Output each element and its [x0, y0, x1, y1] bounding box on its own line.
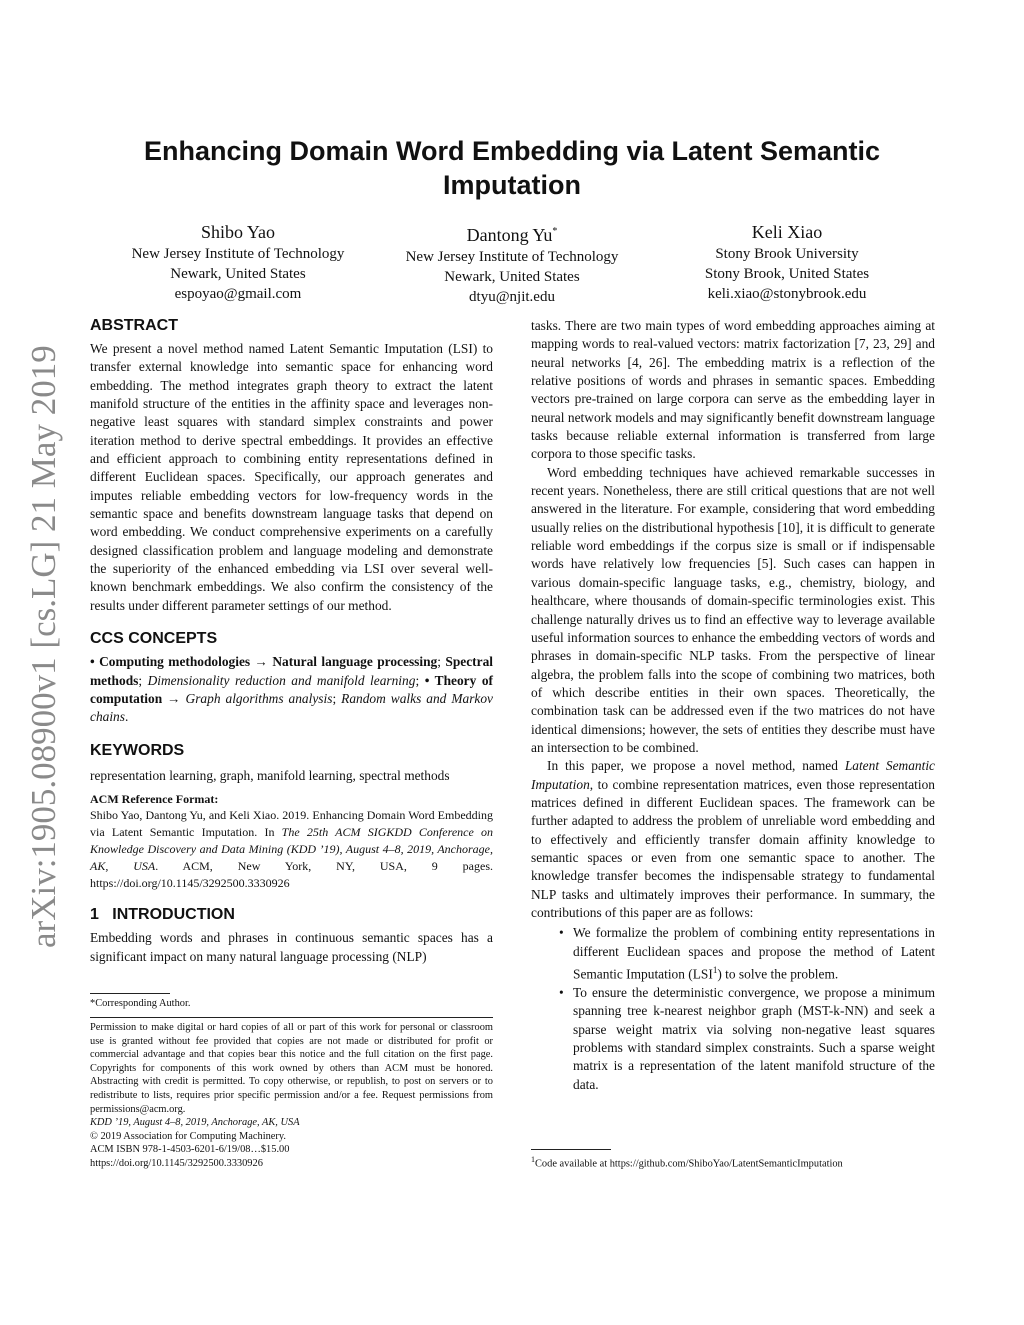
arxiv-identifier: arXiv:1905.08900v1 [cs.LG] 21 May 2019	[24, 345, 63, 948]
list-item: • We formalize the problem of combining entity representations in different Euclidean spaces and propose the method of Latent Semantic Imputation (LSI$^1$) to solve the problem.	[559, 925, 935, 982]
acm-reference-heading: ACM Reference Format:	[90, 791, 219, 806]
left-column	[90, 316, 493, 966]
permission-conference: KDD ’19, August 4–8, 2019, Anchorage, AK, USA	[90, 1117, 300, 1129]
list-item: • To ensure the deterministic convergence, we propose a minimum spanning tree k-nearest neighbor graph (MST-k-NN) and seek a sparse weight matrix via solving non-negative least squares problems with standard simplex constraints. Such a sparse weight matrix is a representation of the latent manifold structure of the data.	[559, 984, 935, 1092]
intro-paragraph: Embedding words and phrases in continuous semantic spaces has a significant impact on many natural language processing (NLP)	[90, 930, 493, 964]
contributions-list	[531, 924, 935, 1094]
permission-text: Permission to make digital or hard copies of all or part of this work for personal or classroom use is granted without fee provided that copies are not made or distributed for profit or commercial advantage and that copies bear this notice and the full citation on the first page. Copyrights for components of this work owned by others than ACM must be honored. Abstracting with credit is permitted. To copy otherwise, or republish, to post on servers or to redistribute to lists, requires prior specific permission and/or a fee. Request permissions from permissions@acm.org.	[90, 1022, 493, 1115]
author-location: Newark, United States	[170, 266, 306, 282]
permission-copyright: © 2019 Association for Computing Machinery.	[90, 1130, 286, 1142]
permission-rule	[90, 1017, 493, 1018]
acm-reference-text: Shibo Yao, Dantong Yu, and Keli Xiao. 2019. Enhancing Domain Word Embedding via Latent Semantic Imputation. In The 25th ACM SIGKDD Conference on Knowledge Discovery and Data Mining (KDD ’19), August 4–8, 2019, Anchorage, AK, USA. ACM, New York, NY, USA, 9 pages. https://doi.org/10.1145/3292500.3330926	[90, 808, 494, 890]
intro-paragraph: In this paper, we propose a novel method, named Latent Semantic Imputation, to combine representation matrices, even those representation matrices defined in different Euclidean spaces. The framework can be further adapted to address the problem of unreliable word embedding and to effectively and efficiently transfer domain affinity knowledge to semantic spaces or even from one semantic space to another. The knowledge transfer becomes the indispensable strategy to fundamental NLP tasks and ultimately improves their performance. In summary, the contributions of this paper are as follows:	[531, 758, 935, 920]
author-location: Stony Brook, United States	[704, 266, 870, 282]
author-mark: *	[552, 226, 558, 237]
author-block	[377, 220, 647, 307]
introduction-heading: 1 INTRODUCTION	[90, 906, 235, 924]
keywords-text: representation learning, graph, manifold learning, spectral methods	[90, 767, 450, 783]
ccs-text: • Computing methodologies → Natural language processing; Spectral methods; Dimensionality reduction and manifold learning; • Theory of computation → Graph algorithms analysis; Random walks and Markov chains.	[90, 654, 493, 725]
abstract-text: We present a novel method named Latent Semantic Imputation (LSI) to transfer external knowledge into semantic space for enhancing word embedding. The method integrates graph theory to extract the latent manifold structure of the entities in the affinity space and leverages non-negative least squares with standard simplex constraints and power iteration method to derive spectral embeddings. It provides an effective and efficient approach to combining entity representations defined in different Euclidean spaces. Specifically, our approach generates and imputes reliable embedding vectors for low-frequency words in the semantic space and benefits downstream language tasks that depend on word embedding. We conduct comprehensive experiments on a carefully designed classification problem and language modeling and demonstrate the superiority of the enhanced embedding via LSI over several well-known benchmark embeddings. We also confirm the consistency of the results under different parameter settings of our method.	[90, 341, 493, 613]
ccs-heading: CCS CONCEPTS	[90, 630, 218, 648]
footnote-rule	[531, 1149, 611, 1150]
abstract-heading: ABSTRACT	[90, 317, 178, 334]
permission-isbn: ACM ISBN 978-1-4503-6201-6/19/08…$15.00	[90, 1144, 290, 1156]
author-name: Shibo Yao	[200, 222, 276, 242]
author-email: dtyu@njit.edu	[469, 289, 555, 305]
paper-title: Enhancing Domain Word Embedding via Latent Semantic Imputation	[143, 136, 881, 200]
author-email: keli.xiao@stonybrook.edu	[707, 286, 867, 302]
author-location: Newark, United States	[444, 269, 580, 285]
author-block	[103, 220, 373, 304]
footnote-corresponding: *Corresponding Author.	[90, 998, 191, 1009]
keywords-heading: KEYWORDS	[90, 741, 185, 759]
intro-paragraph: tasks. There are two main types of word embedding approaches aiming at mapping words to real-valued vectors: matrix factorization [7, 23, 29] and neural networks [4, 26]. The embedding matrix is a reflection of the relative positions of words and phrases in semantic spaces. Embedding vectors pre-trained on large corpora can serve as the embedding layer in neural network models and may significantly benefit downstream language tasks because reliable external information is transferred from large corpora to those specific tasks.	[531, 318, 935, 462]
author-name: Keli Xiao	[751, 222, 823, 242]
author-block	[652, 220, 922, 304]
author-affiliation: Stony Brook University	[715, 246, 859, 262]
author-email: espoyao@gmail.com	[174, 286, 302, 302]
permission-block	[90, 1021, 493, 1171]
right-column	[531, 317, 935, 1094]
footnote-code: $^1$Code available at https://github.com/ShiboYao/LatentSemanticImputation	[531, 1155, 843, 1170]
author-affiliation: New Jersey Institute of Technology	[131, 246, 345, 262]
intro-paragraph: Word embedding techniques have achieved remarkable successes in recent years. Nonetheless, there are still critical questions that are not well answered in the literature. For example, considering that word embedding usually relies on the distributional hypothesis [10], it is difficult to generate reliable word embeddings if the corpus size is small or if indispensable words have relatively low frequencies [5]. Such cases can happen in various domain-specific language tasks, e.g., chemistry, biology, and healthcare, where thousands of domain-specific terminologies exist. This challenge naturally drives us to find an effective way to leverage available useful information sources to enhance the embedding vectors of words and phrases in domain-specific NLP tasks. From the perspective of linear algebra, the problem falls into the scope of combining two matrices, both of which describe entities in their own spaces. Theoretically, the combination task can be addressed even if the two matrices do not have identical dimensions; however, the sets of entities they describe must have an intersection to be combined.	[531, 464, 935, 755]
permission-doi: https://doi.org/10.1145/3292500.3330926	[90, 1157, 263, 1169]
footnote-rule	[90, 993, 170, 994]
author-name: Dantong Yu*	[466, 225, 558, 245]
author-affiliation: New Jersey Institute of Technology	[405, 249, 619, 265]
